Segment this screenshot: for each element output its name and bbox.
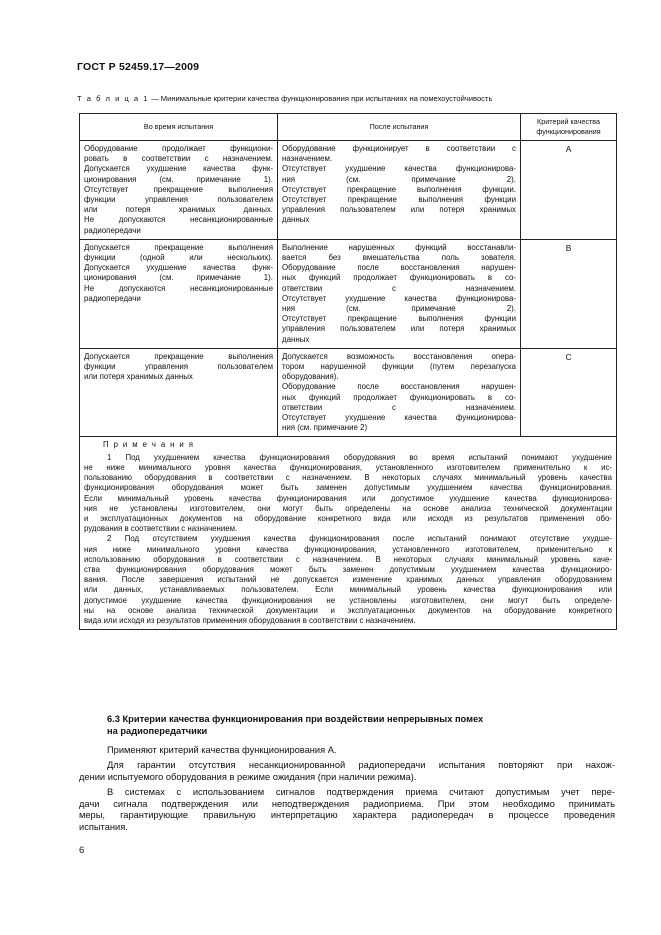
section-title-line: на радиопередатчики [107, 725, 208, 736]
cell-text-line: или потеря хранимых данных. [84, 205, 273, 215]
cell-text-line: ровать в соответствии с назначением. [84, 154, 273, 164]
table-row [80, 239, 617, 348]
paragraph-standby [79, 760, 615, 783]
section-title-line: 6.3 Критерии качества функционирования при воздействии непрерывных помех [107, 714, 484, 724]
paragraph-acknowledgement [79, 787, 615, 834]
cell-text-line: Отсутствует прекращение выполнения [84, 184, 273, 194]
cell-criterion: A [521, 141, 617, 240]
note-text-line: вида или исходя из результатов применения оборудования в соответствии с назначением. [84, 615, 416, 625]
note-text-line: использованию оборудования в соответствии с назначением. В некоторых случаях минимальный уровень каче- [84, 554, 612, 564]
cell-text-line: Оборудование после восстановления нарушен- [282, 263, 516, 273]
paragraph-line: дении испытуемого оборудования в режиме ожидания (при наличии режима). [79, 771, 417, 782]
column-header-criterion [521, 114, 617, 141]
paragraph-line: испытания. [79, 822, 128, 833]
notes-title: П р и м е ч а н и я [103, 440, 195, 450]
paragraph-criterion-a [79, 745, 615, 757]
cell-text-line: Отсутствует прекращение выполнения функции [282, 314, 516, 324]
note-text-line: и эксплуатационных документов на оборудование конкретного вида или исходя из результатов применения обо- [84, 513, 612, 523]
paragraph-line: В системах с использованием сигналов подтверждения приема считают допустимым учет пере- [107, 787, 615, 797]
cell-text-line: Отсутствует прекращение выполнения функции. [282, 184, 516, 194]
cell-after-test [278, 141, 521, 240]
criteria-table [79, 113, 617, 630]
cell-text-line: управления пользователем или потеря хранимых [282, 205, 516, 215]
cell-text-line: Отсутствует ухудшение качества функционирова- [282, 413, 516, 423]
cell-text-line: функции (одной или нескольких). [84, 253, 273, 263]
cell-during-test [80, 239, 278, 348]
document-header: ГОСТ Р 52459.17—2009 [77, 61, 200, 73]
column-header-criterion-line: функционирования [536, 127, 601, 136]
cell-text-line: Не допускаются несанкционированные [84, 283, 273, 293]
column-header-criterion-line: Критерий качества [537, 116, 600, 126]
note-text-line: допустимое ухудшение качества функционирования не установлены изготовителем, они могут быть определе- [84, 595, 612, 605]
page-number: 6 [79, 845, 85, 856]
cell-text-line: или потеря хранимых данных [84, 372, 193, 382]
note-text-line: пользованию оборудования в соответствии с назначением. В некоторых случаях минимальный уровень качества [84, 473, 612, 483]
cell-text-line: управления пользователем или потеря хранимых [282, 324, 516, 334]
cell-text-line: Выполнение нарушенных функций восстанавли- [282, 242, 516, 252]
cell-during-test [80, 348, 278, 437]
cell-text-line: Оборудование функционирует в соответствии с [282, 144, 516, 153]
note-text-line: ния не установлены изготовителем, они могут быть определены на основе анализа технической документации [84, 503, 612, 513]
note-text-line: ния ниже минимального уровня качества функционирования, установленного изготовителем, применительно к [84, 544, 612, 554]
note-text-line: Если минимальный уровень качества функционирования или допустимое ухудшение качества функционирова- [84, 493, 612, 503]
cell-text-line: ответствии с назначением. [282, 283, 516, 293]
cell-text-line: оборудования). [282, 372, 339, 382]
column-header-during: Во время испытания [80, 114, 278, 141]
note-text-line: вания. После завершения испытаний не допускается изменение хранимых данных управления оборудованием [84, 575, 612, 585]
cell-text-line: ния (см. примечание 2) [282, 423, 368, 433]
cell-text-line: ных функций продолжает функционировать в со- [282, 273, 516, 283]
cell-text-line: назначением. [282, 154, 333, 164]
note-text-line: 1 Под ухудшением качества функционирования оборудования во время испытаний понимают ухудшение [107, 452, 612, 462]
note-2 [84, 534, 612, 626]
notes-row [80, 437, 617, 630]
cell-text-line: ных функций продолжает функционировать в со- [282, 392, 516, 402]
cell-text-line: данных [282, 334, 310, 344]
cell-text-line: Отсутствует ухудшение качества функционирова- [282, 293, 516, 303]
cell-text-line: функции управления пользователем [84, 362, 273, 372]
note-text-line: или данных, устанавливаемых пользователем. Если минимальный уровень качества функционирования или [84, 585, 612, 595]
paragraph-line: меры, гарантирующие правильную интерпретацию характера радиопередач в процессе проведения [79, 810, 615, 821]
table-caption-text: — Минимальные критерии качества функционирования при испытаниях на помехоустойчивость [148, 94, 493, 103]
note-text-line: не ниже минимального уровня качества функционирования, установленного изготовителем применительно к ис- [84, 462, 612, 472]
cell-text-line: тором нарушенной функции (путем перезапуска [282, 362, 516, 372]
table-caption [77, 94, 492, 103]
notes-cell [80, 437, 617, 630]
note-1 [84, 453, 612, 535]
cell-text-line: Допускается возможность восстановления опера- [282, 351, 516, 361]
note-text-line: ны на основе анализа технической документации и эксплуатационных документов на оборудование конкретного [84, 605, 612, 615]
cell-criterion: C [521, 348, 617, 437]
paragraph-line: Для гарантии отсутствия несанкционированной радиопередачи испытания повторяют при нахож- [107, 760, 615, 770]
cell-text-line: Оборудование продолжает функциони- [84, 144, 273, 153]
column-header-after: После испытания [278, 114, 521, 141]
table-row [80, 348, 617, 437]
cell-text-line: ционирования (см. примечание 1). [84, 174, 273, 184]
cell-text-line: Оборудование после восстановления нарушен- [282, 382, 516, 392]
cell-text-line: данных [282, 215, 310, 225]
cell-after-test [278, 348, 521, 437]
cell-text-line: Отсутствует ухудшение качества функционирова- [282, 164, 516, 174]
cell-text-line: Допускается прекращение выполнения [84, 242, 273, 252]
cell-text-line: Допускается ухудшение качества функ- [84, 263, 273, 273]
section-title [107, 714, 577, 737]
cell-during-test [80, 141, 278, 240]
cell-text-line: Допускается ухудшение качества функ- [84, 164, 273, 174]
cell-text-line: радиопередачи [84, 293, 141, 303]
cell-text-line: ния (см. примечание 2). [282, 174, 516, 184]
paragraph-line: Применяют критерий качества функционирования А. [107, 745, 337, 755]
table-caption-label: Т а б л и ц а 1 [77, 94, 149, 103]
table-header-row [80, 114, 617, 141]
cell-text-line: вается без вмешательства поль зователя. [282, 253, 516, 263]
note-text-line: ства функционирования оборудования может быть заменен допустимым ухудшением качества функциониро- [84, 564, 612, 574]
note-text-line: рудования в соответствии с назначением. [84, 524, 238, 534]
cell-text-line: радиопередачи [84, 225, 141, 235]
cell-text-line: ответствии с назначением. [282, 402, 516, 412]
cell-text-line: Допускается прекращение выполнения [84, 351, 273, 361]
table-row [80, 141, 617, 240]
cell-text-line: функции управления пользователем [84, 195, 273, 205]
cell-after-test [278, 239, 521, 348]
paragraph-line: дачи сигнала подтверждения или неподтверждения радиоприема. При этом необходимо принимать [79, 798, 615, 809]
cell-criterion: B [521, 239, 617, 348]
note-text-line: 2 Под отсутствием ухудшения качества функционирования после испытаний понимают отсутствие ухудше- [107, 534, 612, 544]
cell-text-line: ционирования (см. примечание 1). [84, 273, 273, 283]
cell-text-line: Отсутствует прекращение выполнения функции [282, 195, 516, 205]
note-text-line: функционирования оборудования может быть заменен допустимым ухудшением качества функционирования. [84, 483, 612, 493]
cell-text-line: ния (см. примечание 2). [282, 304, 516, 314]
cell-text-line: Не допускаются несанкционированные [84, 215, 273, 225]
